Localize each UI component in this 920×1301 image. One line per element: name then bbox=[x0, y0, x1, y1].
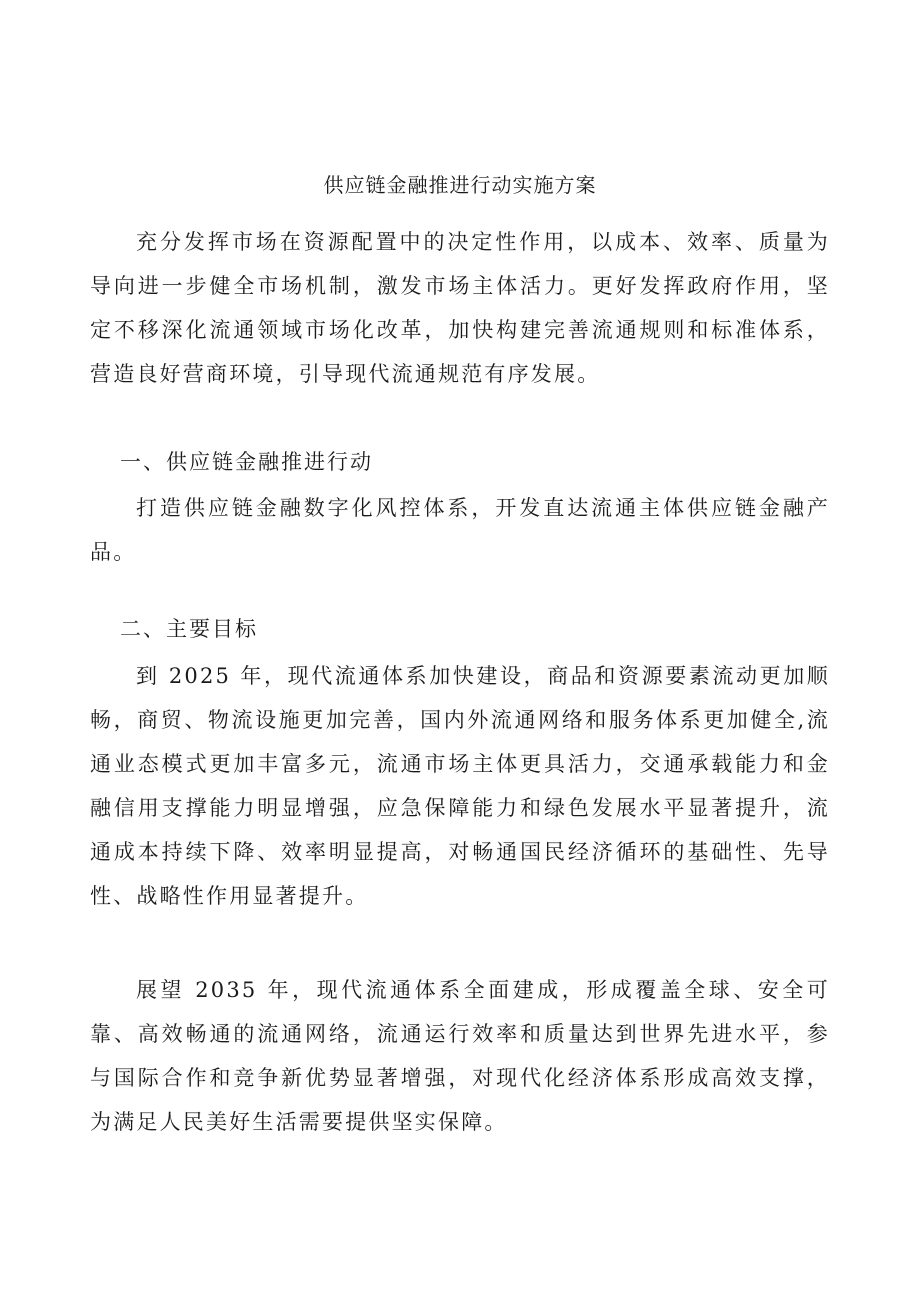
section-heading-1: 一、供应链金融推进行动 bbox=[120, 450, 373, 474]
document-title: 供应链金融推进行动实施方案 bbox=[323, 173, 597, 197]
section-1-paragraph: 打造供应链金融数字化风控体系，开发直达流通主体供应链金融产品。 bbox=[90, 496, 830, 564]
section-2-paragraph-1: 到 2025 年，现代流通体系加快建设，商品和资源要素流动更加顺畅，商贸、物流设施更加完善，国内外流通网络和服务体系更加健全,流通业态模式更加丰富多元，流通市场主体更具活力，交通承载能力和金融信用支撑能力明显增强，应急保障能力和绿色发展水平显著提升，流通成本持续下降、效率明显提高，对畅通国民经济循环的基础性、先导性、战略性作用显著提升。 bbox=[90, 664, 830, 908]
section-2-paragraph-2: 展望 2035 年，现代流通体系全面建成，形成覆盖全球、安全可靠、高效畅通的流通网络，流通运行效率和质量达到世界先进水平，参与国际合作和竞争新优势显著增强，对现代化经济体系形成高效支撑，为满足人民美好生活需要提供坚实保障。 bbox=[90, 978, 830, 1134]
intro-paragraph: 充分发挥市场在资源配置中的决定性作用，以成本、效率、质量为导向进一步健全市场机制，激发市场主体活力。更好发挥政府作用，坚定不移深化流通领域市场化改革，加快构建完善流通规则和标准体系，营造良好营商环境，引导现代流通规范有序发展。 bbox=[90, 230, 830, 386]
section-heading-2: 二、主要目标 bbox=[120, 617, 258, 641]
